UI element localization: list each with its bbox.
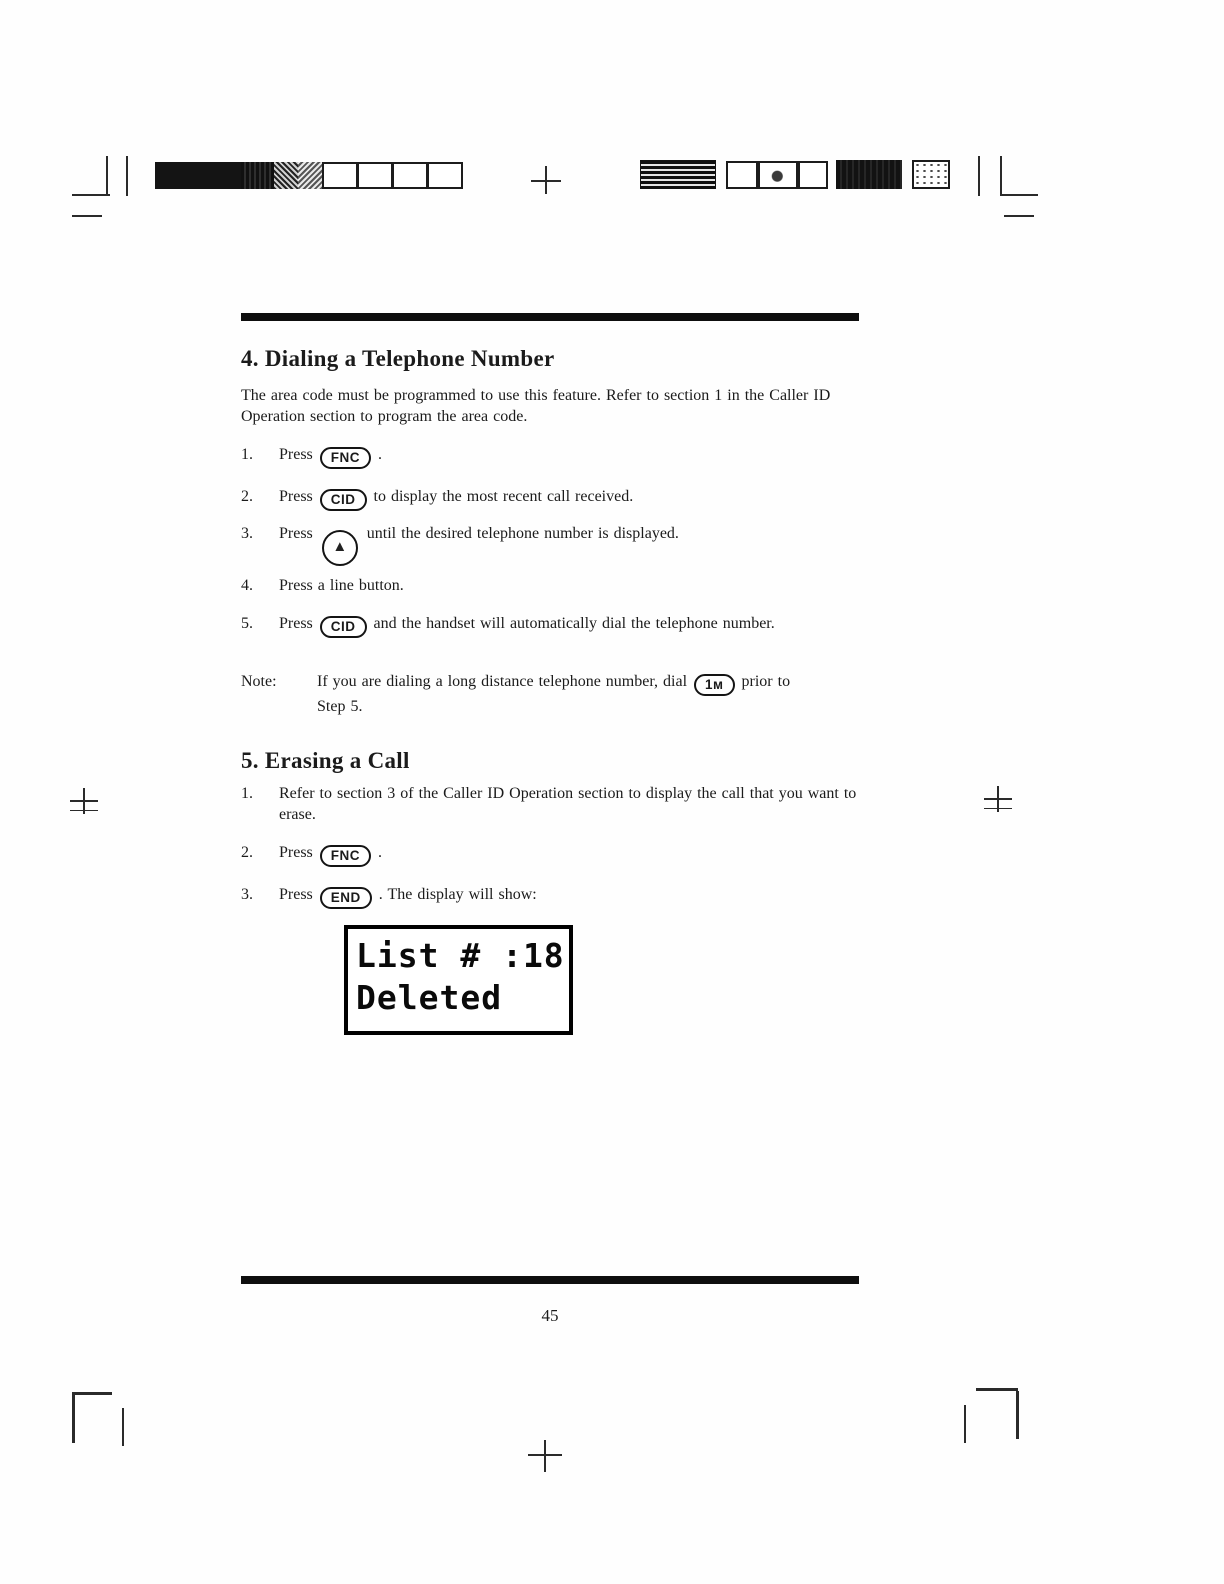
- up-arrow-button-icon: [322, 530, 358, 566]
- step-text-pre: Press: [279, 843, 313, 861]
- registration-cross: [531, 180, 561, 182]
- lcd-line-2: Deleted: [356, 977, 503, 1017]
- note-text: [317, 671, 790, 718]
- crop-mark: [964, 1405, 966, 1443]
- step-number: 4.: [241, 576, 253, 594]
- calibration-box: [392, 162, 428, 189]
- crop-mark: [72, 194, 110, 196]
- crop-mark: [126, 156, 128, 196]
- step-text: [279, 613, 859, 638]
- step-text: [279, 884, 859, 909]
- calibration-bar: [836, 160, 902, 189]
- crop-mark: [1000, 156, 1002, 196]
- step-number: 1.: [241, 446, 253, 463]
- end-button-icon: END: [320, 887, 372, 909]
- crop-mark: [978, 156, 980, 196]
- crop-mark: [1004, 215, 1034, 217]
- crop-mark: [122, 1408, 124, 1446]
- calibration-box: [758, 161, 798, 189]
- step-text-post: and the handset will automatically dial the telephone number.: [373, 614, 775, 632]
- step-text: Refer to section 3 of the Caller ID Operation section to display the call that you want to erase.: [279, 784, 857, 823]
- page-content: [241, 313, 859, 1035]
- step-number: 2.: [241, 843, 253, 861]
- step-text: [279, 444, 859, 469]
- up-arrow-glyph: ▲: [332, 539, 348, 555]
- calibration-box: [357, 162, 393, 189]
- calibration-box: [798, 161, 828, 189]
- calibration-bar: [241, 162, 274, 189]
- registration-cross: [528, 1454, 562, 1456]
- registration-cross: [70, 810, 98, 811]
- note-text-pre: If you are dialing a long distance telephone number, dial: [317, 672, 688, 690]
- calibration-bar: [640, 160, 716, 189]
- step-text-post: . The display will show:: [378, 885, 537, 903]
- step-text-pre: Press: [279, 525, 313, 542]
- one-button-icon: 1ᴍ: [694, 674, 735, 696]
- step-text-post: .: [378, 446, 383, 463]
- fnc-button-icon: FNC: [320, 447, 371, 469]
- top-rule: [241, 313, 859, 321]
- step-4-3: [241, 523, 859, 566]
- crop-mark: [72, 1395, 75, 1443]
- step-number: 5.: [241, 614, 253, 632]
- step-text-pre: Press: [279, 446, 313, 463]
- note-label: Note:: [241, 672, 277, 690]
- section-4-heading: 4. Dialing a Telephone Number: [241, 346, 555, 371]
- calibration-bar: [155, 162, 241, 189]
- step-number: 3.: [241, 525, 253, 542]
- cid-button-icon: CID: [320, 489, 367, 511]
- step-4-5: [241, 613, 859, 638]
- note-line-2: Step 5.: [317, 697, 363, 715]
- lcd-display: [344, 925, 573, 1035]
- step-5-1: [241, 783, 859, 825]
- registration-cross: [984, 808, 1012, 809]
- note-text-post: prior to: [741, 672, 791, 690]
- step-text-post: until the desired telephone number is displayed.: [366, 525, 679, 542]
- step-text-pre: Press: [279, 614, 313, 632]
- crop-mark: [1016, 1391, 1019, 1439]
- calibration-box: [912, 160, 950, 189]
- bottom-rule: [241, 1276, 859, 1284]
- note-block: [241, 671, 859, 718]
- calibration-box: [726, 161, 758, 189]
- step-text: [279, 842, 859, 867]
- step-text-pre: Press: [279, 885, 313, 903]
- step-4-4: [241, 575, 859, 596]
- step-number: 1.: [241, 784, 253, 802]
- step-text-post: .: [378, 843, 383, 861]
- step-5-3: [241, 884, 859, 909]
- calibration-box: [322, 162, 358, 189]
- step-number: 3.: [241, 885, 253, 903]
- calibration-box: [427, 162, 463, 189]
- step-5-2: [241, 842, 859, 867]
- registration-cross: [544, 1440, 546, 1472]
- crop-mark: [72, 1392, 112, 1395]
- crop-mark: [72, 215, 102, 217]
- crop-mark: [976, 1388, 1018, 1391]
- section-4-intro: The area code must be programmed to use this feature. Refer to section 1 in the Caller ID Operation section to program the area code.: [241, 387, 831, 425]
- step-4-1: [241, 444, 859, 469]
- step-text-post: to display the most recent call received.: [373, 488, 634, 505]
- section-5-heading: 5. Erasing a Call: [241, 747, 410, 773]
- cid-button-icon: CID: [320, 616, 367, 638]
- step-text-pre: Press: [279, 488, 313, 505]
- calibration-bar: [274, 162, 298, 189]
- step-text: [279, 523, 859, 566]
- lcd-line-1: List # :18: [356, 935, 565, 975]
- step-number: 2.: [241, 488, 253, 505]
- calibration-bar: [298, 162, 322, 189]
- step-4-2: [241, 486, 859, 511]
- step-text: Press a line button.: [279, 576, 404, 594]
- fnc-button-icon: FNC: [320, 845, 371, 867]
- page-number: 45: [541, 1306, 559, 1325]
- step-text: [279, 486, 859, 511]
- crop-mark: [106, 156, 108, 196]
- crop-mark: [1000, 194, 1038, 196]
